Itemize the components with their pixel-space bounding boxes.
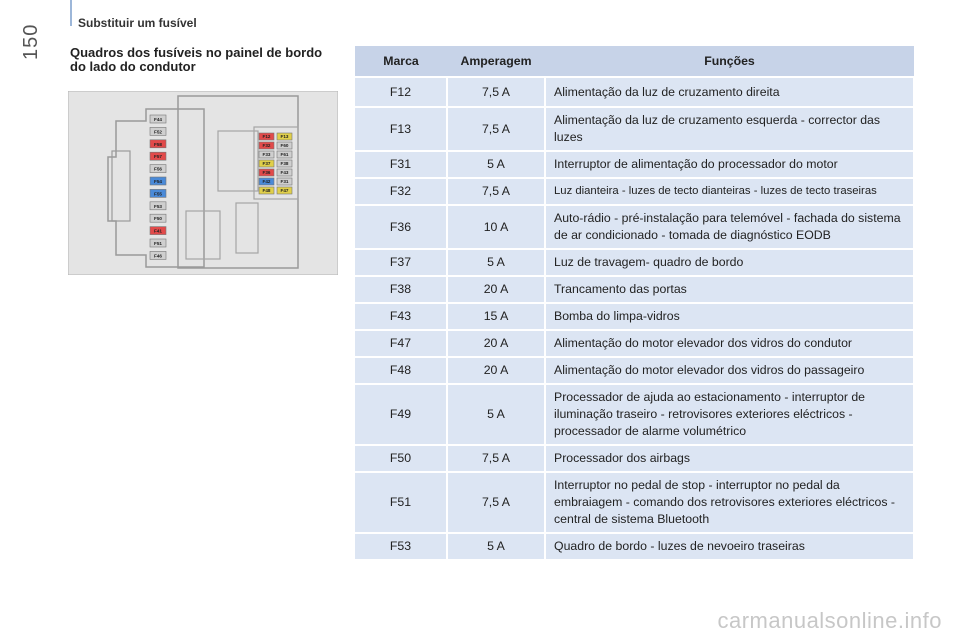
fuse-f47: [277, 187, 292, 194]
table-header-row: [355, 46, 914, 77]
cell-function: Interruptor no pedal de stop - interruptor no pedal da embraiagem - comando dos retrovisores exteriores eléctricos - central de sistema Bluetooth: [545, 472, 914, 533]
cell-amperage: 7,5 A: [447, 178, 545, 205]
cell-amperage: 20 A: [447, 276, 545, 303]
svg-text:F43: F43: [280, 170, 289, 175]
cell-brand: F38: [355, 276, 447, 303]
table-row: [355, 384, 914, 445]
svg-text:F37: F37: [262, 161, 271, 166]
cell-function: Alimentação da luz de cruzamento direita: [545, 77, 914, 107]
table-row: [355, 77, 914, 107]
cell-brand: F53: [355, 533, 447, 560]
fuse-f31: [277, 178, 292, 185]
svg-text:F44: F44: [154, 117, 162, 122]
cell-amperage: 7,5 A: [447, 445, 545, 472]
cell-function: Alimentação do motor elevador dos vidros do passageiro: [545, 357, 914, 384]
svg-text:F58: F58: [154, 141, 162, 147]
fuse-f56: [150, 165, 166, 173]
fuse-f36: [259, 169, 274, 176]
svg-text:F56: F56: [154, 166, 162, 172]
cell-brand: F13: [355, 107, 447, 151]
cell-function: Bomba do limpa-vidros: [545, 303, 914, 330]
header-amperage: Amperagem: [447, 46, 545, 77]
cell-amperage: 5 A: [447, 249, 545, 276]
cell-amperage: 5 A: [447, 533, 545, 560]
watermark: carmanualsonline.info: [717, 608, 942, 633]
cell-amperage: 7,5 A: [447, 472, 545, 533]
fuse-f37: [259, 160, 274, 167]
svg-text:F60: F60: [280, 143, 289, 148]
page-heading: Quadros dos fusíveis no painel de bordo do lado do condutor: [70, 45, 323, 74]
fuse-f33: [259, 151, 274, 158]
fuse-box-diagram: [68, 91, 338, 275]
cell-amperage: 15 A: [447, 303, 545, 330]
svg-text:F38: F38: [280, 161, 289, 166]
fuse-f61: [277, 151, 292, 158]
cell-brand: F12: [355, 77, 447, 107]
fuse-f50: [150, 214, 166, 222]
fuse-f12: [259, 133, 274, 140]
cell-brand: F43: [355, 303, 447, 330]
fuse-f43: [277, 169, 292, 176]
cell-function: Alimentação do motor elevador dos vidros do condutor: [545, 330, 914, 357]
table-row: [355, 205, 914, 249]
fuse-f57: [150, 152, 166, 160]
cell-function: Auto-rádio - pré-instalação para telemóvel - fachada do sistema de ar condicionado - tomada de diagnóstico EODB: [545, 205, 914, 249]
cell-brand: F48: [355, 357, 447, 384]
table-row: [355, 533, 914, 560]
svg-text:F46: F46: [154, 253, 162, 259]
table-row: [355, 249, 914, 276]
cell-brand: F50: [355, 445, 447, 472]
cell-amperage: 20 A: [447, 357, 545, 384]
cell-amperage: 5 A: [447, 151, 545, 178]
svg-text:F33: F33: [262, 152, 271, 157]
cell-function: Luz de travagem- quadro de bordo: [545, 249, 914, 276]
fuse-table: [355, 46, 915, 561]
cell-amperage: 7,5 A: [447, 77, 545, 107]
fuse-f58: [150, 140, 166, 148]
svg-text:F57: F57: [154, 154, 162, 160]
header-functions: Funções: [545, 46, 914, 77]
svg-text:F42: F42: [262, 179, 271, 184]
cell-brand: F51: [355, 472, 447, 533]
cell-function: Quadro de bordo - luzes de nevoeiro traseiras: [545, 533, 914, 560]
cell-function: Luz dianteira - luzes de tecto dianteiras - luzes de tecto traseiras: [545, 178, 914, 205]
cell-amperage: 10 A: [447, 205, 545, 249]
table-row: [355, 303, 914, 330]
svg-text:F55: F55: [154, 191, 162, 197]
cell-amperage: 5 A: [447, 384, 545, 445]
svg-text:F12: F12: [262, 134, 271, 139]
cell-brand: F31: [355, 151, 447, 178]
fuse-f52: [150, 127, 166, 135]
fuse-f48: [259, 187, 274, 194]
svg-text:F41: F41: [154, 228, 162, 234]
table-row: [355, 151, 914, 178]
cell-brand: F49: [355, 384, 447, 445]
table-row: [355, 276, 914, 303]
fuse-f41: [150, 227, 166, 235]
svg-text:F32: F32: [262, 143, 271, 148]
svg-text:F51: F51: [154, 241, 162, 246]
cell-function: Processador dos airbags: [545, 445, 914, 472]
table-row: [355, 178, 914, 205]
svg-text:F48: F48: [262, 188, 271, 193]
svg-text:F50: F50: [154, 216, 162, 222]
cell-amperage: 7,5 A: [447, 107, 545, 151]
svg-text:F47: F47: [280, 188, 289, 193]
cell-brand: F36: [355, 205, 447, 249]
cell-function: Trancamento das portas: [545, 276, 914, 303]
fuse-f42: [259, 178, 274, 185]
svg-text:F53: F53: [154, 203, 162, 209]
cell-brand: F47: [355, 330, 447, 357]
svg-text:F61: F61: [280, 152, 289, 157]
fuse-f55: [150, 189, 166, 197]
cell-amperage: 20 A: [447, 330, 545, 357]
table-row: [355, 330, 914, 357]
section-title: Substituir um fusível: [78, 16, 197, 30]
cell-function: Interruptor de alimentação do processador do motor: [545, 151, 914, 178]
table-row: [355, 445, 914, 472]
fuse-f32: [259, 142, 274, 149]
svg-text:F31: F31: [280, 179, 289, 184]
svg-text:F36: F36: [262, 170, 271, 175]
cell-function: Alimentação da luz de cruzamento esquerda - corrector das luzes: [545, 107, 914, 151]
cell-function: Processador de ajuda ao estacionamento - interruptor de iluminação traseiro - retrovisores exteriores eléctricos - processador de alarme volumétrico: [545, 384, 914, 445]
fuse-f46: [150, 251, 166, 259]
fuse-f38: [277, 160, 292, 167]
fuse-f53: [150, 202, 166, 210]
svg-text:F54: F54: [154, 179, 162, 184]
fuse-f13: [277, 133, 292, 140]
fuse-f60: [277, 142, 292, 149]
svg-text:F52: F52: [154, 129, 162, 135]
table-row: [355, 107, 914, 151]
table-row: [355, 472, 914, 533]
fuse-f54: [150, 177, 166, 185]
fuse-f44: [150, 115, 166, 123]
page-number: 150: [20, 23, 42, 60]
fuse-f51: [150, 239, 166, 247]
table-row: [355, 357, 914, 384]
header-brand: Marca: [355, 46, 447, 77]
section-marker-bar: [70, 0, 72, 26]
cell-brand: F37: [355, 249, 447, 276]
svg-text:F13: F13: [280, 134, 289, 139]
cell-brand: F32: [355, 178, 447, 205]
